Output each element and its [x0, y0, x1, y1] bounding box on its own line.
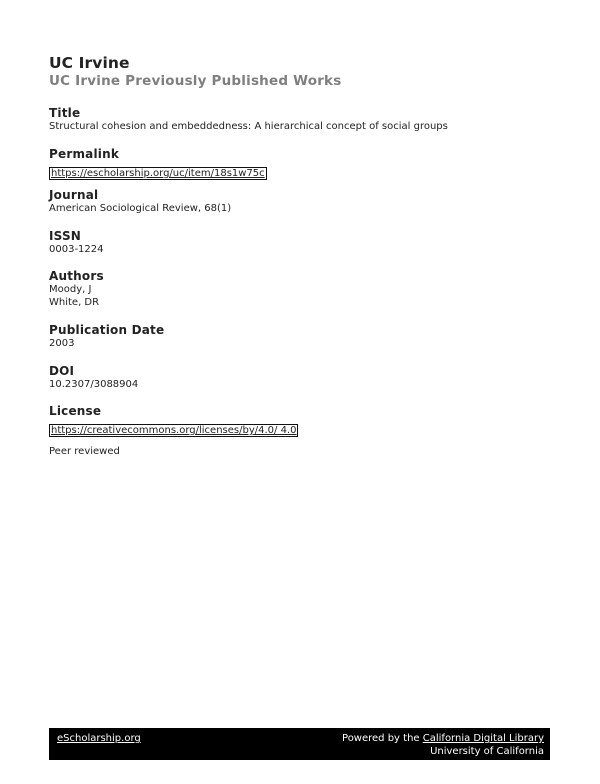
publication-date-value: 2003 — [49, 338, 75, 349]
publication-date-section — [49, 323, 164, 351]
series-title: UC Irvine Previously Published Works — [49, 73, 342, 89]
issn-section — [49, 229, 104, 257]
journal-label: Journal — [49, 188, 99, 202]
license-link[interactable]: https://creativecommons.org/licenses/by/4.0/ 4.0 — [51, 425, 297, 436]
footer-credits — [342, 732, 544, 758]
license-label: License — [49, 404, 102, 418]
publication-date-label: Publication Date — [49, 323, 165, 337]
powered-by-text: Powered by the — [342, 733, 423, 744]
permalink-link[interactable]: https://escholarship.org/uc/item/18s1w75c — [51, 168, 265, 179]
institution-name: University of California — [430, 746, 544, 757]
doi-label: DOI — [49, 364, 75, 378]
authors-section — [49, 269, 104, 309]
title-label: Title — [49, 106, 81, 120]
journal-value: American Sociological Review, 68(1) — [49, 203, 232, 214]
title-section — [49, 106, 448, 134]
issn-label: ISSN — [49, 229, 82, 243]
issn-value: 0003-1224 — [49, 244, 104, 255]
title-value: Structural cohesion and embeddedness: A hierarchical concept of social groups — [49, 121, 448, 132]
cdl-link[interactable]: California Digital Library — [422, 733, 544, 744]
permalink-section — [49, 147, 267, 180]
powered-by-line — [342, 732, 544, 745]
peer-review-status: Peer reviewed — [49, 446, 120, 457]
author-item: Moody, J — [49, 284, 92, 295]
permalink-label: Permalink — [49, 147, 120, 161]
doi-value: 10.2307/3088904 — [49, 379, 139, 390]
escholarship-link[interactable]: eScholarship.org — [57, 733, 141, 744]
campus-title: UC Irvine — [49, 54, 130, 72]
journal-section — [49, 188, 231, 216]
author-item: White, DR — [49, 296, 100, 308]
license-section — [49, 404, 298, 437]
authors-label: Authors — [49, 269, 104, 283]
peer-review-section — [49, 445, 120, 459]
footer-bar — [49, 728, 550, 760]
doi-section — [49, 364, 138, 392]
